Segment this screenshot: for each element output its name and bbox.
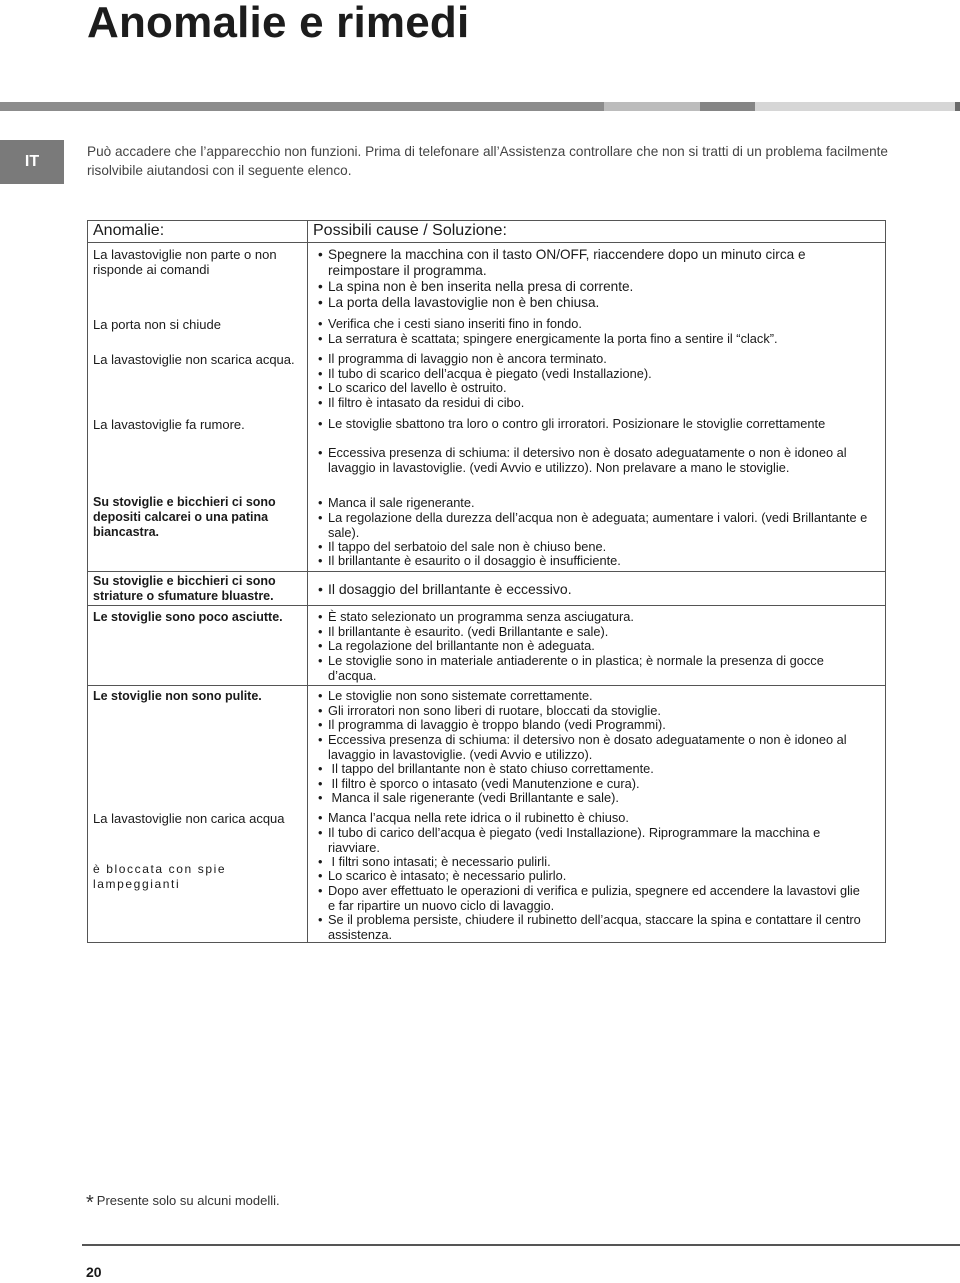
- cause-item: • Il tappo del serbatoio del sale non è chiuso bene.: [318, 539, 607, 554]
- footnote-marker: *: [86, 1192, 94, 1214]
- anomaly-cell: Le stoviglie sono poco asciutte.: [93, 610, 283, 624]
- cause-item: • Spegnere la macchina con il tasto ON/OFF, riaccendere dopo un minuto circa e reimpostare il programma.: [318, 247, 806, 278]
- page-title: Anomalie e rimedi: [87, 0, 470, 47]
- cause-item: • Dopo aver effettuato le operazioni di verifica e pulizia, spegnere ed accendere la lavastovi glie e far ripartire un nuovo ciclo di lavaggio.: [318, 883, 860, 913]
- cause-item: • La serratura è scattata; spingere energicamente la porta fino a sentire il “clack”.: [318, 331, 778, 346]
- anomaly-cell: La porta non si chiude: [93, 317, 221, 332]
- footer-divider: [82, 1244, 960, 1246]
- footnote: [86, 1192, 280, 1215]
- anomaly-cell: Le stoviglie non sono pulite.: [93, 689, 262, 703]
- cause-item: • Il brillantante è esaurito o il dosaggio è insufficiente.: [318, 553, 621, 568]
- anomaly-cell: La lavastoviglie fa rumore.: [93, 417, 245, 432]
- language-tab: IT: [0, 140, 64, 184]
- header-bar-segment: [0, 102, 604, 111]
- cause-item: • La regolazione della durezza dell’acqua non è adeguata; aumentare i valori. (vedi Brillantante e sale).: [318, 510, 868, 540]
- cause-item: • Lo scarico del lavello è ostruito.: [318, 380, 507, 395]
- anomaly-cell: La lavastoviglie non scarica acqua.: [93, 352, 295, 367]
- cause-item: • Verifica che i cesti siano inseriti fino in fondo.: [318, 316, 582, 331]
- row-divider-line: [88, 605, 885, 606]
- anomaly-cell-note: è bloccata con spie lampeggianti: [93, 862, 227, 891]
- cause-item: • Lo scarico è intasato; è necessario pulirlo.: [318, 868, 567, 883]
- cause-item: • È stato selezionato un programma senza asciugatura.: [318, 609, 634, 624]
- causes-header: Possibili cause / Soluzione:: [313, 222, 507, 239]
- header-bar-segment: [955, 102, 960, 111]
- cause-item: • Il programma di lavaggio non è ancora terminato.: [318, 351, 607, 366]
- header-bar-segment: [700, 102, 755, 111]
- cause-item: • Il tubo di carico dell’acqua è piegato (vedi Installazione). Riprogrammare la macchina e riavviare.: [318, 825, 821, 855]
- footnote-text: Presente solo su alcuni modelli.: [96, 1193, 280, 1208]
- cause-item: • Le stoviglie non sono sistemate correttamente.: [318, 688, 593, 703]
- cause-item: • La regolazione del brillantante non è adeguata.: [318, 638, 595, 653]
- column-divider: [307, 221, 308, 942]
- cause-item: • Il brillantante è esaurito. (vedi Brillantante e sale).: [318, 624, 609, 639]
- cause-item: • Eccessiva presenza di schiuma: il detersivo non è dosato adeguatamente o non è idoneo al lavaggio in lavastoviglie. (vedi Avvio e utilizzo).: [318, 732, 847, 762]
- page-number: 20: [86, 1264, 102, 1280]
- anomalies-header: Anomalie:: [93, 222, 165, 239]
- header-bar-segment: [755, 102, 955, 111]
- cause-item: • Manca il sale rigenerante (vedi Brillantante e sale).: [318, 790, 619, 805]
- anomaly-cell: La lavastoviglie non parte o non risponde ai comandi: [93, 247, 277, 277]
- header-divider-line: [88, 242, 885, 243]
- cause-item: • Il filtro è sporco o intasato (vedi Manutenzione e cura).: [318, 776, 640, 791]
- cause-item: • Le stoviglie sbattono tra loro o contro gli irroratori. Posizionare le stoviglie correttamente: [318, 416, 826, 431]
- cause-item: • Il dosaggio del brillantante è eccessivo.: [318, 581, 572, 597]
- cause-item: • Eccessiva presenza di schiuma: il detersivo non è dosato adeguatamente o non è idoneo al lavaggio in lavastoviglie. (vedi Avvio e utilizzo). Non prelavare a mano le stoviglie.: [318, 445, 847, 475]
- anomaly-cell: Su stoviglie e bicchieri ci sono striature o sfumature bluastre.: [93, 574, 276, 603]
- cause-item: • Il tappo del brillantante non è stato chiuso correttamente.: [318, 761, 654, 776]
- cause-item: • I filtri sono intasati; è necessario pulirli.: [318, 854, 551, 869]
- cause-item: • Manca l’acqua nella rete idrica o il rubinetto è chiuso.: [318, 810, 629, 825]
- anomaly-cell: La lavastoviglie non carica acqua: [93, 811, 285, 826]
- cause-item: • La porta della lavastoviglie non è ben chiusa.: [318, 295, 600, 310]
- anomaly-cell: Su stoviglie e bicchieri ci sono depositi calcarei o una patina biancastra.: [93, 495, 276, 539]
- row-divider-line: [88, 571, 885, 572]
- intro-paragraph: Può accadere che l’apparecchio non funzioni. Prima di telefonare all’Assistenza controllare che non si tratti di un problema facilmente risolvibile aiutandosi con il seguente elenco.: [87, 144, 888, 178]
- row-divider-line: [88, 685, 885, 686]
- troubleshooting-table: [87, 220, 886, 943]
- cause-item: • Il filtro è intasato da residui di cibo.: [318, 395, 525, 410]
- cause-item: • Gli irroratori non sono liberi di ruotare, bloccati da stoviglie.: [318, 703, 661, 718]
- header-bar-segment: [604, 102, 700, 111]
- cause-item: • Manca il sale rigenerante.: [318, 495, 475, 510]
- cause-item: • Il programma di lavaggio è troppo blando (vedi Programmi).: [318, 717, 666, 732]
- cause-item: • Le stoviglie sono in materiale antiaderente o in plastica; è normale la presenza di gocce d’acqua.: [318, 653, 824, 683]
- cause-item: • Il tubo di scarico dell’acqua è piegato (vedi Installazione).: [318, 366, 652, 381]
- cause-item: • La spina non è ben inserita nella presa di corrente.: [318, 279, 634, 294]
- cause-item: • Se il problema persiste, chiudere il rubinetto dell’acqua, staccare la spina e contattare il centro assistenza.: [318, 912, 861, 942]
